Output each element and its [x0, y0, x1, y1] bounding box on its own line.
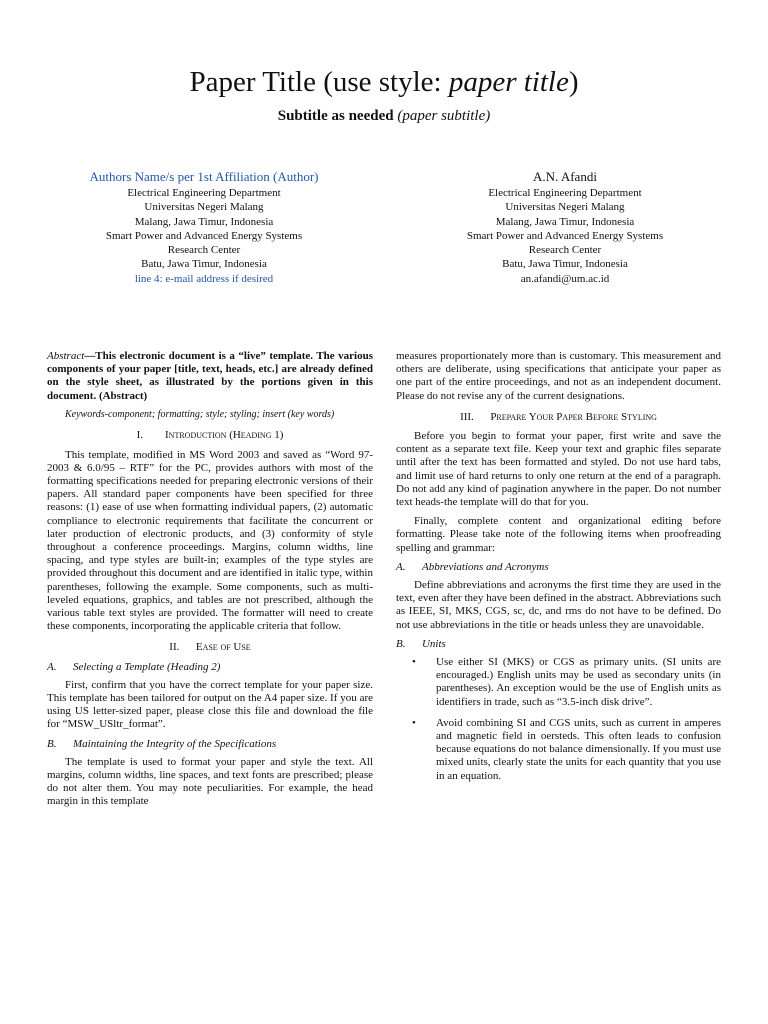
heading-text: Prepare Your Paper Before Styling	[490, 410, 657, 423]
intro-paragraph: This template, modified in MS Word 2003 and saved as “Word 97-2003 & 6.0/95 – RTF” for the PC, provides authors with most of the formatting specifications needed for preparing electronic versions of their papers. All standard paper components have been specified for three reasons: (1) ease of use when formatting individual papers, (2) automatic compliance to electronic requirements that facilitate the concurrent or later production of electronic products, and (3) conformity of style throughout a conference proceedings. Margins, column widths, line spacing, and type styles are built-in; examples of the type styles are provided throughout this document and are identified in italic type, within parentheses, following the example. Some components, such as multi-leveled equations, graphics, and tables are not prescribed, although the various table text styles are provided. The formatter will need to create these components, incorporating the applicable criteria that follow.	[47, 448, 373, 633]
abstract-label: Abstract	[47, 350, 85, 362]
affiliation-line: Batu, Jawa Timur, Indonesia	[141, 258, 267, 271]
list-item-text: Use either SI (MKS) or CGS as primary units. (SI units are encouraged.) English units may be used as secondary units (in parentheses). An exception would be the use of English units as identifiers in trade, such as “3.5-inch disk drive”.	[436, 656, 721, 708]
title-close: )	[568, 66, 579, 98]
heading-text: Introduction (Heading 1)	[165, 429, 284, 442]
affiliation-line: Smart Power and Advanced Energy Systems	[466, 229, 664, 242]
abstract-dash: —	[84, 350, 96, 362]
author-email: line 4: e-mail address if desired	[134, 272, 274, 285]
heading-abbreviations: A. Abbreviations and Acronyms	[396, 560, 549, 573]
left-column	[47, 350, 373, 815]
heading-units: B. Units	[396, 637, 446, 650]
affiliation-line: Research Center	[528, 244, 602, 257]
heading-number: I.	[136, 429, 144, 442]
heading-prepare-paper	[396, 411, 721, 424]
bullet-icon: •	[412, 716, 416, 729]
heading-text: Ease of Use	[195, 641, 251, 654]
paper-subtitle	[0, 106, 768, 126]
list-item	[396, 717, 721, 783]
list-item-text: Avoid combining SI and CGS units, such as current in amperes and magnetic field in oersteds. This often leads to confusion because equations do not balance dimensionally. If you must use mixed units, clearly state the units for each quantity that you use in an equation.	[436, 716, 721, 782]
affiliation-line: Malang, Jawa Timur, Indonesia	[134, 215, 274, 228]
affiliation-line: Universitas Negeri Malang	[144, 201, 264, 214]
heading-introduction	[47, 429, 373, 442]
heading-selecting-template: A. Selecting a Template (Heading 2)	[47, 660, 221, 673]
list-item	[396, 656, 721, 709]
affiliation-line: Malang, Jawa Timur, Indonesia	[495, 215, 635, 228]
heading-number: III.	[460, 410, 474, 423]
subtitle-text: Subtitle as needed	[277, 108, 398, 124]
affiliation-line: Research Center	[167, 244, 241, 257]
bullet-icon: •	[412, 656, 416, 669]
prepare-paragraph-2: Finally, complete content and organizational editing before formatting. Please take note of the following items when proofreading spelling and grammar:	[396, 515, 721, 554]
author-email: an.afandi@um.ac.id	[520, 272, 610, 285]
author-block-1	[54, 168, 354, 286]
heading-ease-of-use	[47, 641, 373, 654]
maintain-paragraph: The template is used to format your paper and style the text. All margins, column widths, line spaces, and text fonts are prescribed; please do not alter them. You may note peculiarities. For example, the head margin in this template	[47, 755, 373, 808]
heading-number: II.	[169, 641, 180, 654]
affiliation-line: Electrical Engineering Department	[127, 187, 281, 199]
continued-paragraph: measures proportionately more than is customary. This measurement and others are deliberate, using specifications that anticipate your paper as one part of the entire proceedings, and not as an independent document. Please do not revise any of the current designations.	[396, 350, 721, 402]
keywords: Keywords-component; formatting; style; styling; insert (key words)	[65, 408, 335, 420]
select-paragraph: First, confirm that you have the correct template for your paper size. This template has been tailored for output on the A4 paper size. If you are using US letter-sized paper, please close this file and download the file for “MSW_USltr_format”.	[47, 678, 373, 731]
units-list	[396, 656, 721, 783]
title-style-hint: paper title	[448, 66, 569, 98]
title-text: Paper Title (use style:	[189, 66, 449, 98]
affiliation-line: Universitas Negeri Malang	[505, 201, 625, 214]
abstract-text: This electronic document is a “live” template. The various components of your paper [title, text, heads, etc.] are already defined on the style sheet, as illustrated by the portions given in this document. (Abstract)	[47, 350, 373, 402]
right-column	[396, 350, 721, 791]
abstract	[47, 350, 373, 403]
affiliation-line: Smart Power and Advanced Energy Systems	[105, 229, 303, 242]
abbreviations-paragraph: Define abbreviations and acronyms the first time they are used in the text, even after they have been defined in the abstract. Abbreviations such as IEEE, SI, MKS, CGS, sc, dc, and rms do not have to be defined. Do not use abbreviations in the title or heads unless they are unavoidable.	[396, 579, 721, 631]
affiliation-line: Electrical Engineering Department	[488, 187, 642, 199]
author-block-2	[415, 168, 715, 286]
subtitle-style-hint: (paper subtitle)	[397, 108, 491, 124]
prepare-paragraph-1: Before you begin to format your paper, first write and save the content as a separate text file. Keep your text and graphic files separate until after the text has been formatted and styled. Do not use hard tabs, and limit use of hard returns to only one return at the end of a paragraph. Do not add any kind of pagination anywhere in the paper. Do not number text heads-the template will do that for you.	[396, 430, 721, 509]
author-name: Authors Name/s per 1st Affiliation (Author)	[89, 169, 319, 184]
author-name: A.N. Afandi	[533, 169, 597, 184]
heading-maintaining-integrity: B. Maintaining the Integrity of the Specifications	[47, 737, 277, 750]
paper-title	[0, 64, 768, 100]
affiliation-line: Batu, Jawa Timur, Indonesia	[502, 258, 628, 271]
